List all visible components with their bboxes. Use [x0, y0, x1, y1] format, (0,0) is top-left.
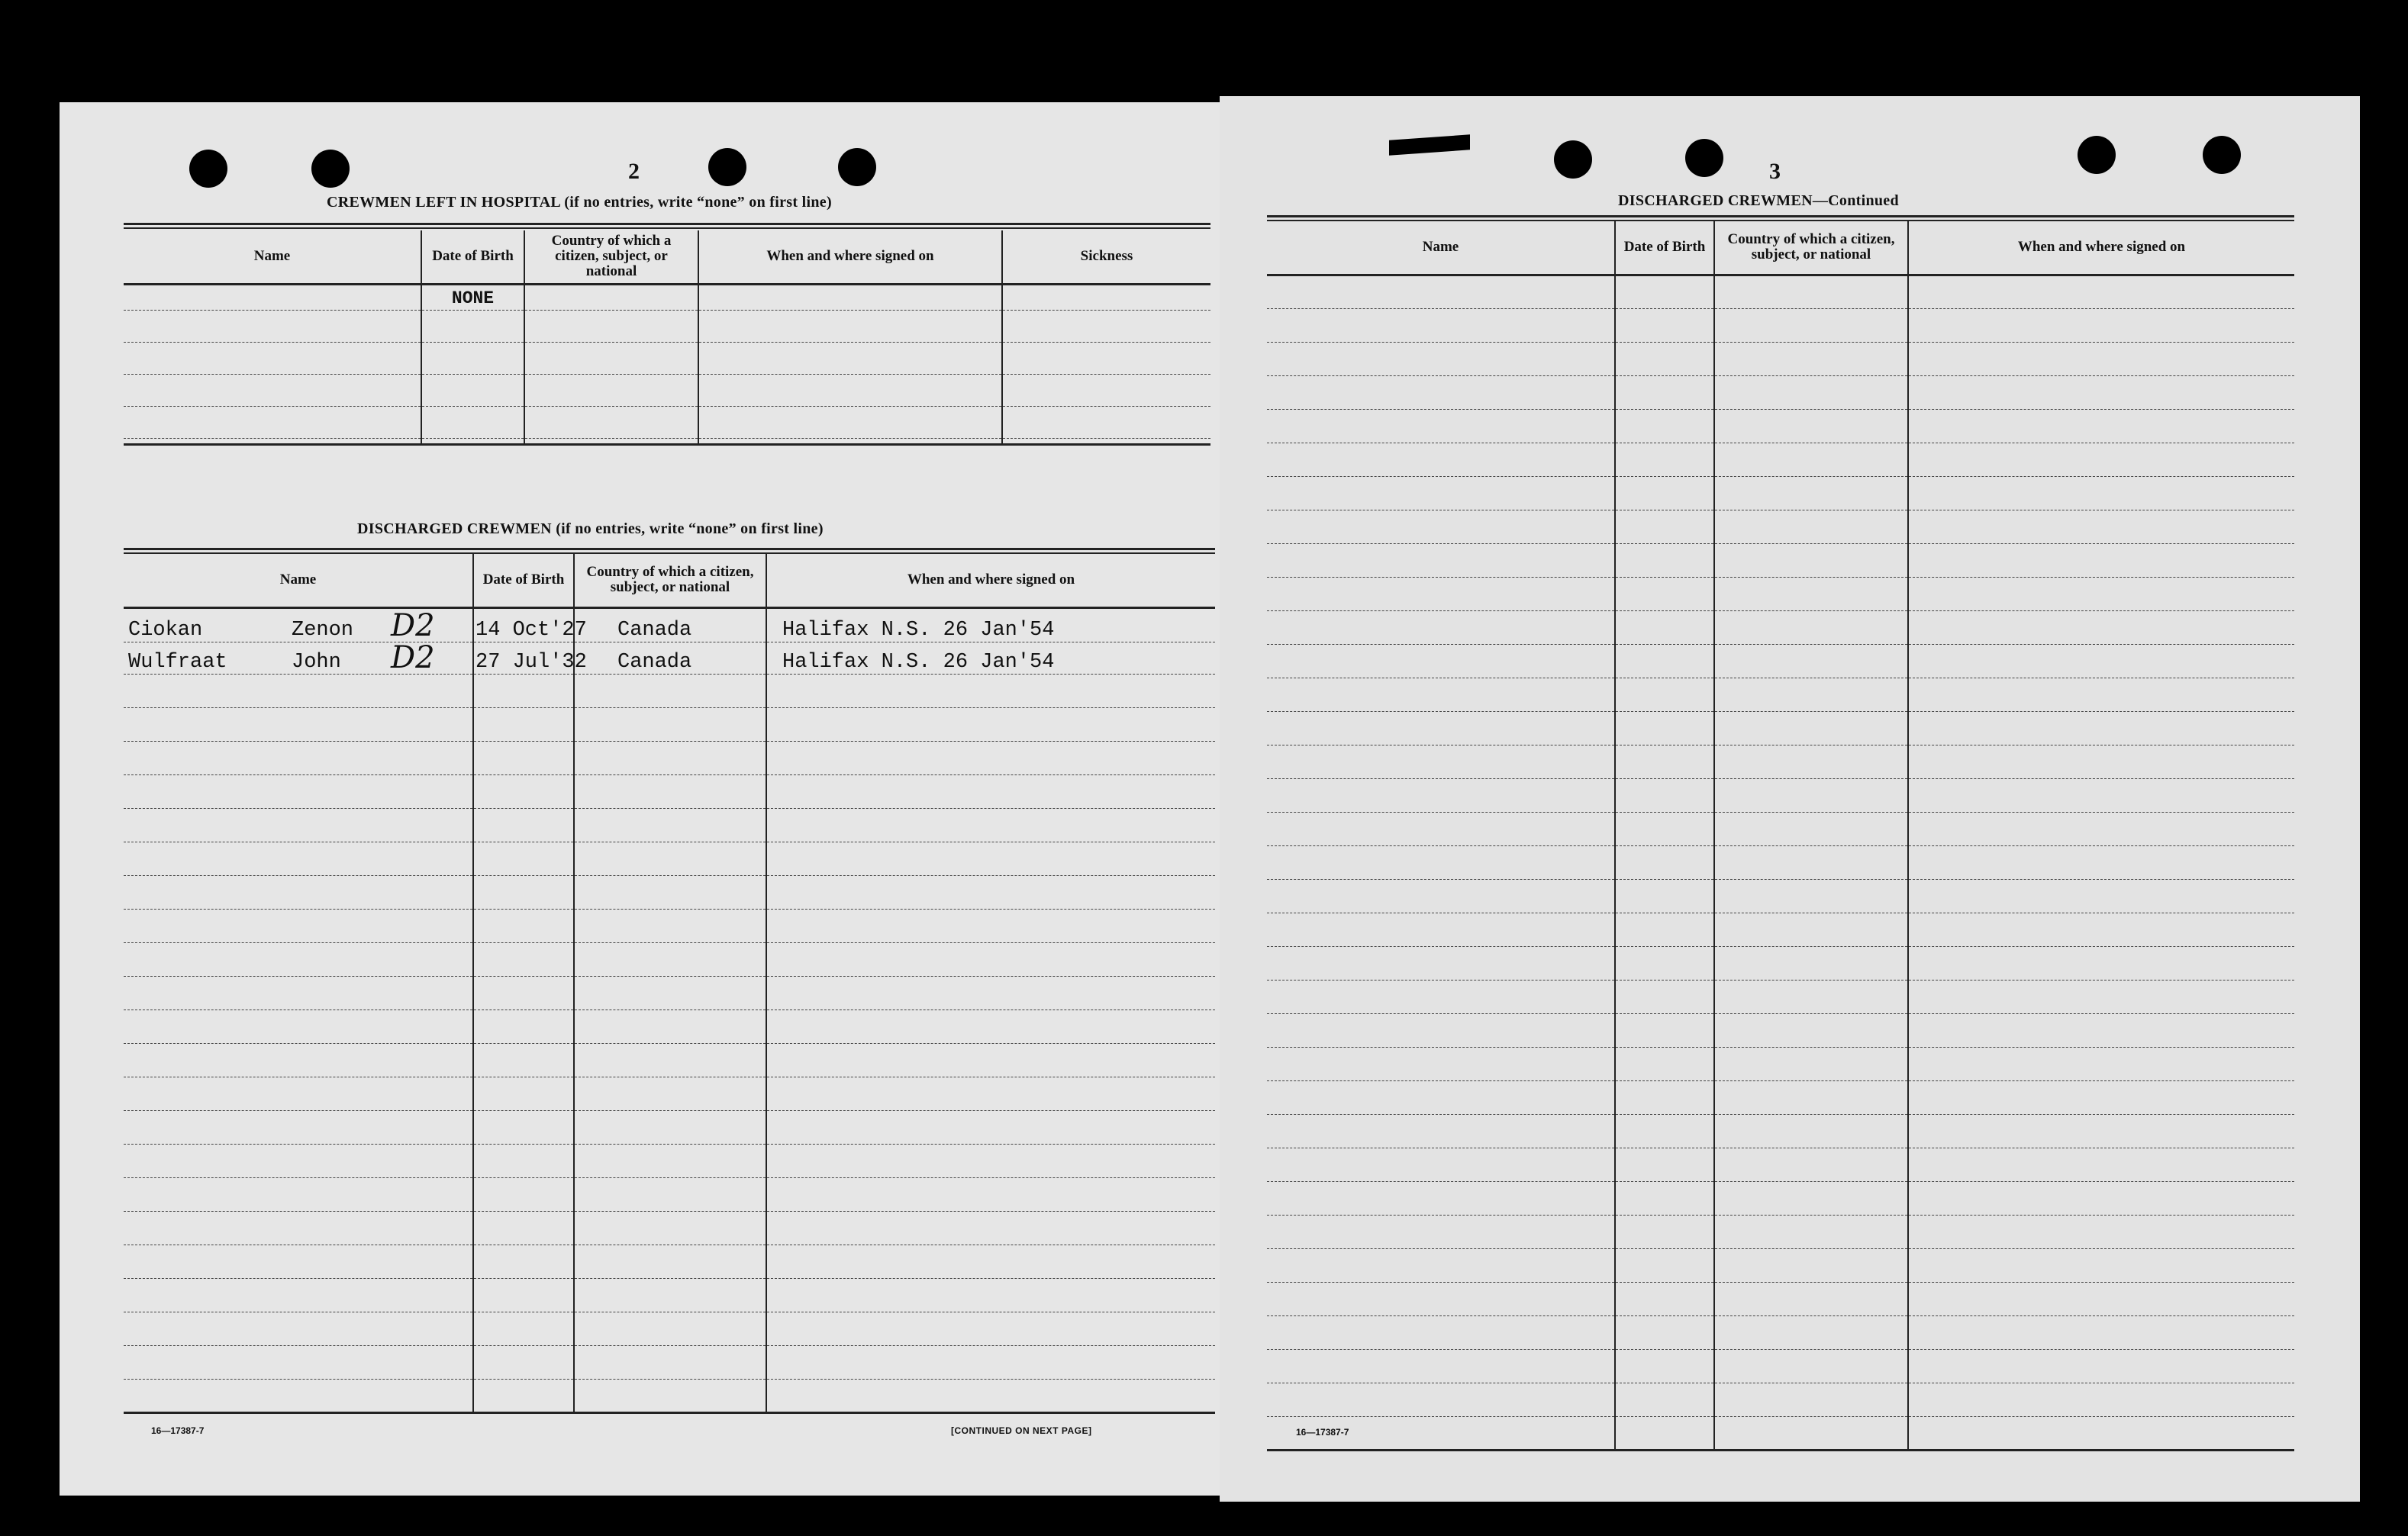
page-number: 3: [1769, 159, 1781, 184]
table-row: [1267, 745, 2294, 778]
table-row: [1267, 678, 2294, 711]
table-row: [1267, 375, 2294, 409]
discharged-note: (if no entries, write “none” on first line): [556, 520, 824, 537]
table-row: [124, 374, 1210, 406]
table-row: [1267, 644, 2294, 678]
table-row: [1267, 1215, 2294, 1248]
crew-country: Canada: [574, 642, 766, 674]
table-row: [1267, 443, 2294, 476]
table-row: [124, 1379, 1215, 1412]
table-row: [124, 406, 1210, 438]
table-row: [1267, 1248, 2294, 1282]
table-row: [124, 808, 1215, 842]
table-row: [1267, 275, 2294, 308]
table-row: [124, 774, 1215, 808]
table-row: [1267, 879, 2294, 913]
hospital-note: (if no entries, write “none” on first line): [564, 194, 832, 211]
table-row: [1267, 342, 2294, 375]
crew-signed-on: Halifax N.S. 26 Jan'54: [766, 607, 1215, 642]
col-country: Country of which a citizen, subject, or national: [524, 230, 698, 284]
punch-hole: [2078, 136, 2116, 174]
table-row: [1267, 543, 2294, 577]
table-row: [124, 1278, 1215, 1312]
hospital-table: [124, 230, 1210, 446]
table-row: [1267, 308, 2294, 342]
punch-hole: [708, 148, 746, 186]
col-country: Country of which a citizen, subject, or national: [1714, 221, 1908, 275]
table-row: [1267, 778, 2294, 812]
col-dob: Date of Birth: [473, 554, 574, 607]
table-row: [1267, 1047, 2294, 1080]
crew-surname: Wulfraat: [128, 650, 227, 674]
table-row: [1267, 946, 2294, 980]
table-row: [124, 1110, 1215, 1144]
crew-dob: 14 Oct'27: [473, 607, 574, 642]
crew-given-name: Zenon: [292, 618, 354, 642]
col-signed-on: When and where signed on: [766, 554, 1215, 607]
none-stamp: NONE: [451, 288, 495, 308]
col-dob: Date of Birth: [421, 230, 524, 284]
col-sickness: Sickness: [1002, 230, 1210, 284]
crew-given-name: John: [292, 650, 341, 674]
crew-dob: 27 Jul'32: [473, 642, 574, 674]
punch-hole: [311, 150, 350, 188]
table-row: [124, 842, 1215, 875]
table-row: [124, 438, 1210, 444]
col-name: Name: [124, 230, 421, 284]
table-row: [124, 1345, 1215, 1379]
table-row: [1267, 1013, 2294, 1047]
right-page: [1220, 96, 2360, 1502]
table-row: [1267, 1315, 2294, 1349]
col-name: Name: [1267, 221, 1615, 275]
table-row: [1267, 1181, 2294, 1215]
form-code: 16—17387-7: [1296, 1427, 1349, 1438]
table-row: [1267, 980, 2294, 1013]
col-signed-on: When and where signed on: [1908, 221, 2294, 275]
table-row: [1267, 1349, 2294, 1383]
table-row: [1267, 510, 2294, 543]
ink-smudge: [1389, 134, 1470, 155]
table-row: [124, 976, 1215, 1010]
table-row: [1267, 1148, 2294, 1181]
discharged-title: DISCHARGED CREWMEN: [357, 520, 552, 537]
punch-hole: [1685, 139, 1723, 177]
discharged-section-title: [357, 520, 824, 538]
left-page: [60, 102, 1221, 1496]
table-row: [1267, 1416, 2294, 1450]
discharged-table: [124, 554, 1215, 1414]
continued-note: [CONTINUED ON NEXT PAGE]: [951, 1425, 1092, 1436]
rule: [124, 548, 1215, 554]
table-row: [124, 1312, 1215, 1345]
table-row: [124, 674, 1215, 707]
table-row: [124, 909, 1215, 942]
punch-hole: [189, 150, 227, 188]
table-row: [1267, 913, 2294, 946]
table-row: [124, 284, 1210, 310]
punch-hole: [1554, 140, 1592, 179]
col-country: Country of which a citizen, subject, or national: [574, 554, 766, 607]
table-row: [124, 707, 1215, 741]
page-number: 2: [628, 159, 640, 184]
table-row: [1267, 577, 2294, 610]
table-row: [124, 342, 1210, 374]
table-row: [1267, 476, 2294, 510]
table-row: [1267, 711, 2294, 745]
discharged-continued-table: [1267, 221, 2294, 1451]
table-row: [124, 1144, 1215, 1177]
form-code: 16—17387-7: [151, 1425, 205, 1436]
table-row: [124, 607, 1215, 642]
rule: [124, 223, 1210, 229]
table-row: [1267, 1282, 2294, 1315]
table-row: [124, 1211, 1215, 1245]
hospital-section-title: [327, 194, 832, 211]
table-row: [124, 310, 1210, 342]
col-name: Name: [124, 554, 473, 607]
table-row: [1267, 812, 2294, 845]
table-row: [124, 1077, 1215, 1110]
discharged-continued-title: DISCHARGED CREWMEN—Continued: [1618, 192, 1899, 209]
discharge-mark: D2: [391, 639, 435, 675]
table-row: [124, 1245, 1215, 1278]
table-row: [124, 1177, 1215, 1211]
table-row: [124, 942, 1215, 976]
table-row: [124, 875, 1215, 909]
table-row: [124, 741, 1215, 774]
table-row: [124, 1043, 1215, 1077]
table-row: [1267, 1114, 2294, 1148]
table-row: [1267, 409, 2294, 443]
crew-surname: Ciokan: [128, 618, 203, 642]
col-dob: Date of Birth: [1615, 221, 1714, 275]
col-signed-on: When and where signed on: [698, 230, 1002, 284]
punch-hole: [838, 148, 876, 186]
table-row: [1267, 845, 2294, 879]
table-row: [124, 1010, 1215, 1043]
discharge-mark: D2: [391, 607, 435, 643]
crew-signed-on: Halifax N.S. 26 Jan'54: [766, 642, 1215, 674]
crew-country: Canada: [574, 607, 766, 642]
table-row: [1267, 610, 2294, 644]
hospital-title: CREWMEN LEFT IN HOSPITAL: [327, 194, 560, 211]
table-row: [1267, 1080, 2294, 1114]
rule: [1267, 215, 2294, 221]
table-row: [1267, 1383, 2294, 1416]
punch-hole: [2203, 136, 2241, 174]
table-row: [124, 642, 1215, 674]
